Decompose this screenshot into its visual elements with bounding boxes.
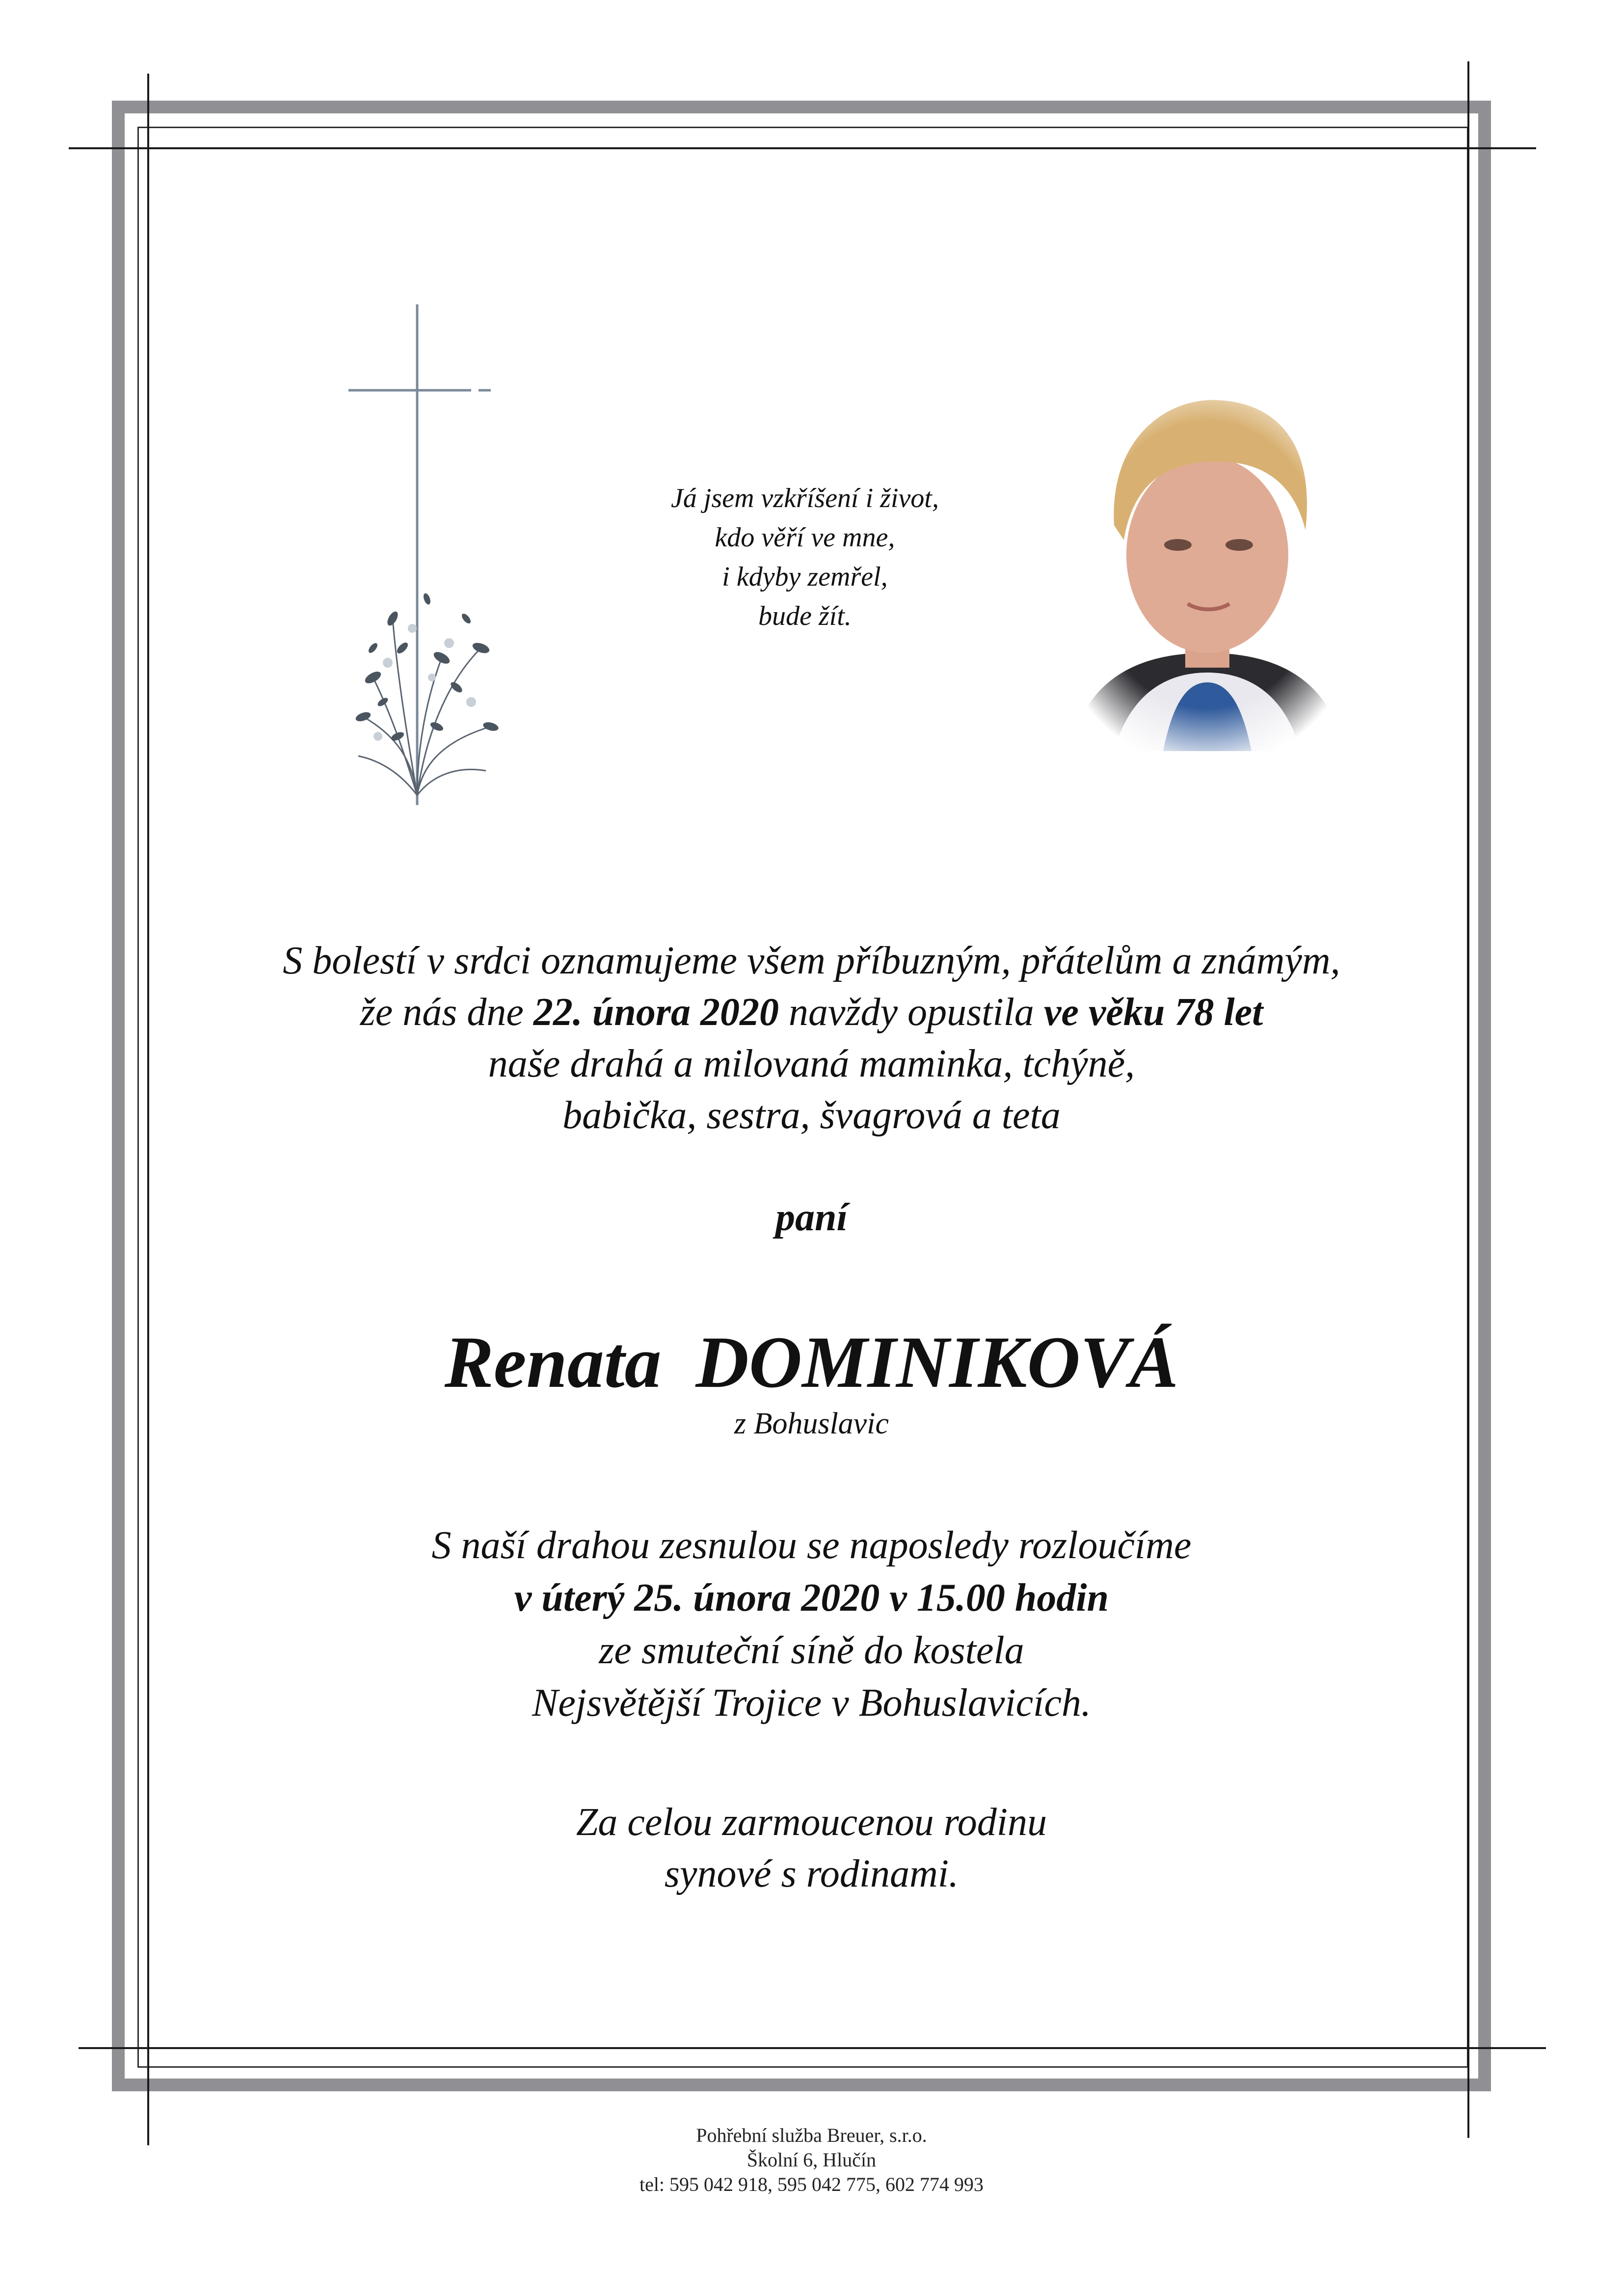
funeral-line: ze smuteční síně do kostela [599,1629,1024,1672]
company-name: Pohřební služba Breuer, s.r.o. [696,2124,927,2146]
announcement-line: naše drahá a milovaná maminka, tchýně, [488,1042,1135,1085]
cross-with-flowers-icon [344,304,520,820]
announcement-text-part: navždy opustila [778,991,1044,1034]
last-name: DOMINIKOVÁ [695,1322,1179,1403]
quote-line: kdo věří ve mne, [715,522,895,553]
death-date: 22. února 2020 [533,991,779,1034]
quote-line: Já jsem vzkříšení i život, [671,483,939,513]
funeral-service-footer [147,2123,1476,2197]
funeral-line: Nejsvětější Trojice v Bohuslavicích. [532,1681,1091,1725]
company-address: Školní 6, Hlučín [746,2149,877,2171]
announcement-text-part: že nás dne [360,991,533,1034]
origin-text: z Bohuslavic [734,1407,889,1440]
announcement-line: S bolestí v srdci oznamujeme všem příbuzným, přátelům a známým, [283,939,1340,982]
funeral-line: S naší drahou zesnulou se naposledy rozloučíme [431,1524,1192,1567]
crop-line-bottom [79,2047,1546,2049]
quote-line: bude žít. [758,601,851,631]
company-phones: tel: 595 042 918, 595 042 775, 602 774 993 [639,2173,984,2195]
closing-line: synové s rodinami. [664,1852,959,1895]
salutation: paní [775,1196,848,1239]
quote-line: i kdyby zemřel, [722,562,888,592]
funeral-date-time: v úterý 25. února 2020 v 15.00 hodin [514,1576,1109,1620]
crop-line-top [69,147,1536,149]
closing-text [147,1797,1476,1900]
portrait-photo [1055,378,1359,751]
announcement-line: babička, sestra, švagrová a teta [562,1094,1061,1137]
closing-line: Za celou zarmoucenou rodinu [576,1801,1047,1844]
age-text: ve věku 78 let [1043,991,1263,1034]
announcement-line [147,987,1476,1038]
deceased-name [147,1321,1476,1404]
announcement-text [147,935,1476,1141]
bible-quote [579,479,1031,636]
funeral-details [147,1519,1476,1729]
first-name: Renata [444,1322,662,1403]
